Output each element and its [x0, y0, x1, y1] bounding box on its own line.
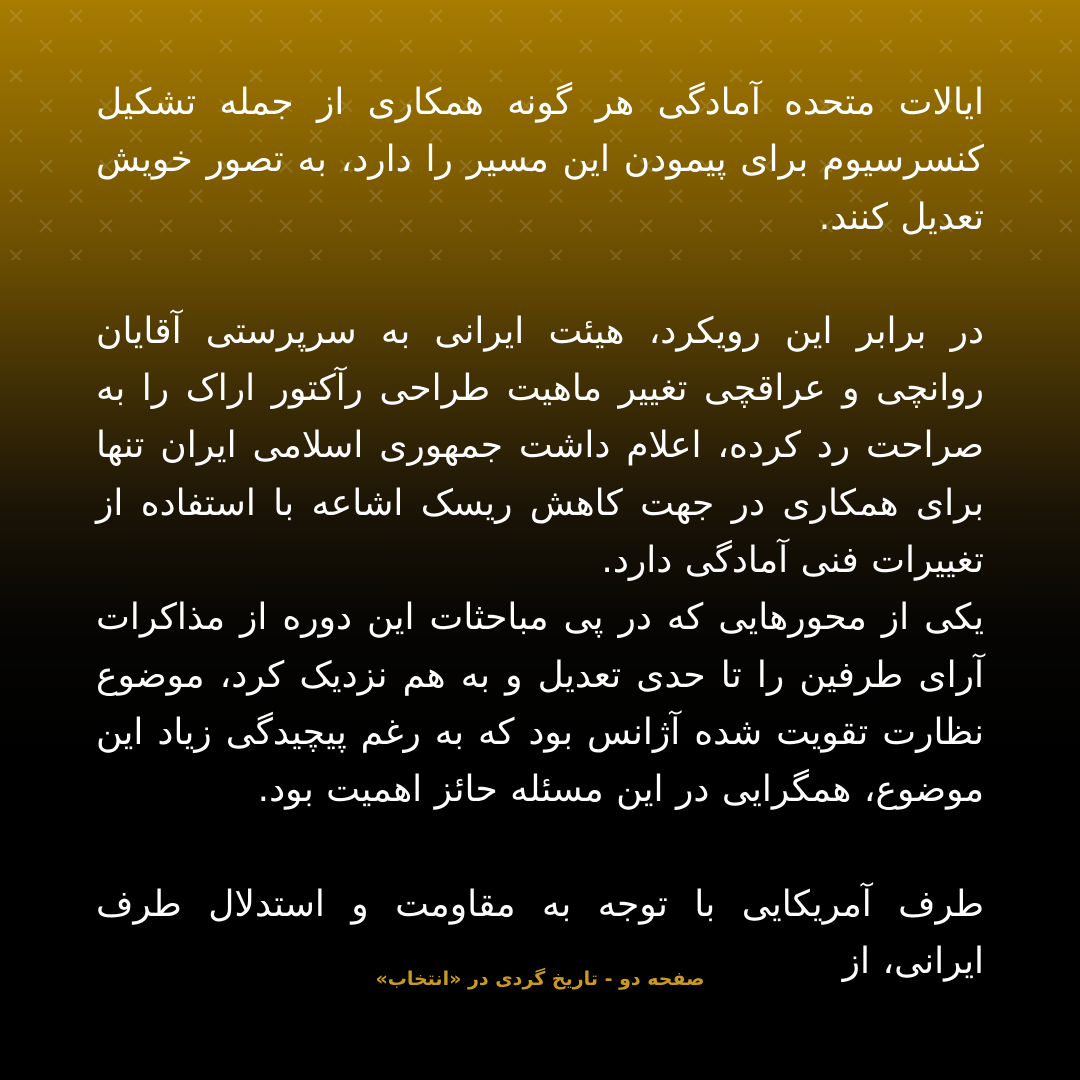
paragraph-4: طرف آمریکایی با توجه به مقاومت و استدلال طرف ایرانی، از — [96, 883, 984, 982]
page-footer-caption: صفحه دو - تاریخ گردی در «انتخاب» — [375, 968, 705, 990]
paragraph-spacer — [96, 246, 984, 303]
paragraph-2: در برابر این رویکرد، هیئت ایرانی به سرپرستی آقایان روانچی و عراقچی تغییر ماهیت طراحی رآکتور اراک را به صراحت رد کرده، اعلام داشت جمهوری اسلامی ایران تنها برای همکاری در جهت کاهش ریسک اشاعه با استفاده از تغییرات فنی آمادگی دارد. — [96, 310, 984, 582]
paragraph-3: یکی از محورهایی که در پی مباحثات این دوره از مذاکرات آرای طرفین را تا حدی تعدیل و به هم نزدیک کرد، موضوع نظارت تقویت شده آژانس بود که به رغم پیچیدگی زیاد این موضوع، همگرایی در این مسئله حائز اهمیت بود. — [96, 597, 984, 811]
article-body — [96, 74, 984, 990]
paragraph-1: ایالات متحده آمادگی هر گونه همکاری از جمله تشکیل کنسرسیوم برای پیمودن این مسیر را دارد، به تصور خویش تعدیل کنند. — [96, 82, 984, 238]
paragraph-spacer — [96, 819, 984, 876]
